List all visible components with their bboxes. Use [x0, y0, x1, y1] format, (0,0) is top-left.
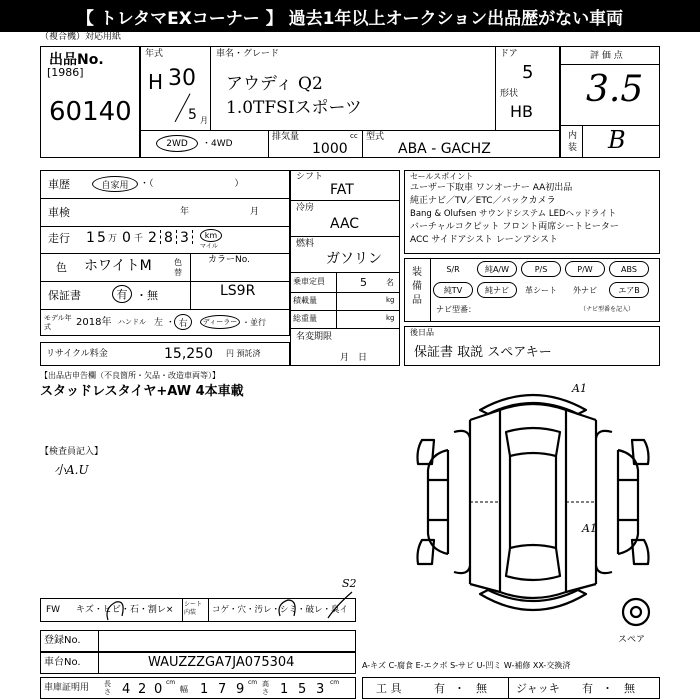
tools-box	[362, 677, 660, 699]
seat-label: シート内装	[184, 601, 203, 616]
year-label: 年式	[145, 49, 164, 59]
doors-value: 5	[522, 62, 534, 83]
mileage-digit-2: 5	[97, 230, 106, 246]
year-era: H	[148, 70, 164, 94]
seat-value: コゲ・穴・汚レ・シミ・破レ・臭イ	[212, 605, 349, 615]
lot-number: 60140	[49, 97, 132, 127]
tools-no: 無	[476, 682, 487, 695]
seller-notes-value: スタッドレスタイヤ+AW 4本車載	[40, 384, 244, 399]
cert-length-3: 0	[154, 682, 163, 697]
displacement-unit: cc	[350, 132, 358, 140]
handle-left: 左 ・	[154, 318, 175, 328]
lot-box	[40, 46, 140, 158]
diagram-mark-front: A1	[572, 382, 587, 395]
displacement-value: 1000	[312, 141, 348, 157]
equip-leather: 革シート	[525, 285, 557, 295]
load-unit: kg	[386, 296, 395, 304]
deadline-label: 名変期限	[296, 332, 333, 342]
jack-no: 無	[624, 682, 635, 695]
mileage-man: 万	[108, 234, 118, 244]
fuel-value: ガソリン	[326, 251, 382, 267]
inspection-label: 車検	[48, 206, 70, 219]
inspection-year: 年	[180, 207, 190, 217]
color-no-value: LS9R	[220, 283, 256, 299]
mileage-sen: 千	[134, 234, 144, 244]
mileage-label: 走行	[48, 232, 70, 245]
interior-label: 内装	[568, 131, 578, 153]
selling-point-3: Bang & Olufsen サウンドシステム LEDヘッドライト	[410, 209, 617, 219]
vehicle-damage-diagram	[408, 380, 658, 642]
mileage-digit-3: 0	[122, 230, 131, 246]
registration-box	[40, 630, 356, 652]
cert-length-label: 長さ	[104, 680, 111, 696]
equip-ps: P/S	[521, 261, 561, 277]
cert-width-label: 幅	[180, 685, 188, 694]
handle-label: ハンドル	[118, 318, 146, 326]
jack-yes: 有	[582, 682, 593, 695]
type-value: ABA - GACHZ	[398, 141, 491, 157]
shape-label: 形状	[500, 89, 519, 99]
lot-label: 出品No.	[49, 52, 104, 68]
inspector-value: 小A.U	[54, 463, 89, 477]
history-rest: ・（ ）	[140, 179, 244, 189]
registration-label: 登録No.	[44, 635, 81, 646]
tools-label: 工 具	[376, 682, 402, 695]
ac-label: 冷房	[296, 203, 315, 213]
seller-code-value: 1986	[51, 66, 80, 79]
mileage-digit-4: 2	[148, 230, 157, 246]
mileage-digit-1: 1	[86, 230, 95, 246]
year-value: 30	[168, 66, 196, 91]
model-year-value: 2018年	[76, 317, 112, 328]
history-label: 車歴	[48, 178, 70, 191]
mileage-unit2: マイル	[200, 243, 218, 250]
mileage-digit-5: 8	[164, 230, 173, 246]
capacity-value: 5	[360, 276, 367, 289]
recycle-unit: 円 預託済	[226, 349, 261, 358]
tools-sep: ・	[454, 682, 465, 695]
model-label: 車名・グレード	[216, 49, 280, 59]
jack-sep: ・	[602, 682, 613, 695]
equip-pw: P/W	[565, 261, 605, 277]
drive-2wd: 2WD	[156, 135, 198, 152]
cert-width-3: 9	[236, 682, 245, 697]
capacity-unit: 名	[386, 278, 394, 287]
defect-marks	[100, 586, 360, 626]
interior-value: B	[608, 126, 626, 154]
cert-length-unit: cm	[166, 679, 176, 686]
diagram-mark-side: A1	[582, 522, 597, 535]
accessories-value: 保証書 取説 スペアキー	[414, 345, 552, 360]
recycle-label: リサイクル料金	[46, 349, 108, 359]
equip-tv: 純TV	[433, 282, 473, 298]
shift-value: FAT	[330, 182, 354, 198]
cert-height-unit: cm	[330, 679, 340, 686]
recycle-value: 15,250	[164, 346, 213, 362]
navi-model-hint: （ナビ型番を記入）	[580, 306, 635, 313]
cert-width-unit: cm	[248, 679, 258, 686]
form-note: （複合機）対応用紙	[40, 32, 122, 42]
selling-point-2: 純正ナビ／TV／ETC／バックカメラ	[410, 196, 556, 206]
parallel-label: ・並行	[242, 318, 266, 327]
score-label: 評 価 点	[590, 51, 623, 61]
chassis-label: 車台No.	[44, 657, 81, 668]
selling-point-1: ユーザー下取車 ワンオーナー AA初出品	[410, 183, 573, 193]
mileage-digit-6: 3	[180, 230, 189, 246]
warranty-selected: 有	[112, 285, 132, 303]
defects-note: S2	[342, 577, 357, 590]
ac-value: AAC	[330, 216, 360, 232]
model-name: アウディ Q2	[226, 74, 323, 94]
deadline-unit: 月 日	[340, 353, 368, 363]
chassis-value: WAUZZZGA7JA075304	[148, 655, 295, 670]
banner-text: 【 トレタマEXコーナー 】 過去1年以上オークション出品歴がない車両	[76, 8, 624, 29]
type-label: 型式	[366, 132, 385, 142]
dealer-mark: ディーラー	[200, 315, 240, 329]
handle-right: 右	[174, 314, 192, 330]
equip-airbag: エアB	[609, 282, 649, 298]
equip-aw: 純A/W	[477, 261, 517, 277]
selling-point-4: バーチャルコクピット フロント両席シートヒーター	[410, 222, 619, 232]
drive-4wd: ・4WD	[202, 139, 233, 149]
score-value: 3.5	[586, 69, 644, 110]
fw-label: FW	[46, 605, 61, 615]
history-value: 自家用	[92, 176, 138, 192]
accessories-label: 後日品	[410, 328, 434, 337]
cert-label: 車庫証明用	[44, 683, 90, 693]
displacement-label: 排気量	[272, 132, 300, 142]
cert-length-1: 4	[122, 682, 131, 697]
tools-yes: 有	[434, 682, 445, 695]
warranty-rest: ・無	[136, 289, 158, 302]
selling-points-label: セールスポイント	[410, 172, 474, 181]
cert-width-2: 7	[218, 682, 227, 697]
seller-notes-label: 【出品店申告欄（不良箇所・欠品・改造車両等）】	[40, 371, 220, 380]
year-month-unit: 月	[200, 116, 208, 125]
cert-length-2: 2	[138, 682, 147, 697]
shift-label: シフト	[296, 172, 324, 182]
load-label: 積載量	[293, 296, 317, 305]
gross-label: 総重量	[293, 314, 317, 323]
equipment-label: 装備品	[412, 267, 422, 306]
mileage-unit: km	[200, 229, 222, 242]
cert-height-1: 1	[280, 682, 289, 697]
color-label: 色	[56, 261, 67, 274]
shape-value: HB	[510, 102, 534, 121]
cert-width-1: 1	[200, 682, 209, 697]
equip-abs: ABS	[609, 261, 649, 277]
header-banner	[0, 0, 700, 32]
fw-value: キズ・ヒビ・石・割レ×	[76, 605, 174, 615]
color-mark: 色替	[174, 258, 182, 277]
inspector-label: 【検査員記入】	[40, 447, 104, 457]
jack-label: ジャッキ	[516, 682, 560, 695]
equip-navi: 純ナビ	[477, 282, 517, 298]
model-year-label: モデル年式	[44, 314, 72, 331]
fuel-label: 燃料	[296, 239, 315, 249]
cert-height-label: 高さ	[262, 680, 269, 696]
cert-height-3: 3	[316, 682, 325, 697]
defect-legend: A-キズ C-腐食 E-エクボ S-サビ U-凹ミ W-補修 XX-交換済	[362, 661, 571, 670]
color-no-label: カラーNo.	[208, 255, 250, 265]
color-value: ホワイトM	[84, 258, 152, 274]
gross-unit: kg	[386, 314, 395, 322]
navi-model-label: ナビ型番：	[436, 305, 476, 314]
selling-point-5: ACC サイドアシスト レーンアシスト	[410, 235, 558, 245]
inspection-month: 月	[250, 207, 260, 217]
equip-ext-navi: 外ナビ	[573, 285, 597, 295]
equip-sr: S/R	[446, 264, 460, 274]
warranty-label: 保証書	[48, 289, 81, 302]
cert-height-2: 5	[298, 682, 307, 697]
year-month: 5	[188, 107, 197, 123]
doors-label: ドア	[500, 49, 518, 59]
diagram-spare-label: スペア	[618, 635, 646, 642]
model-grade: 1.0TFSIスポーツ	[226, 98, 362, 118]
seller-code: [1986]	[47, 66, 84, 79]
capacity-label: 乗車定員	[293, 277, 325, 286]
